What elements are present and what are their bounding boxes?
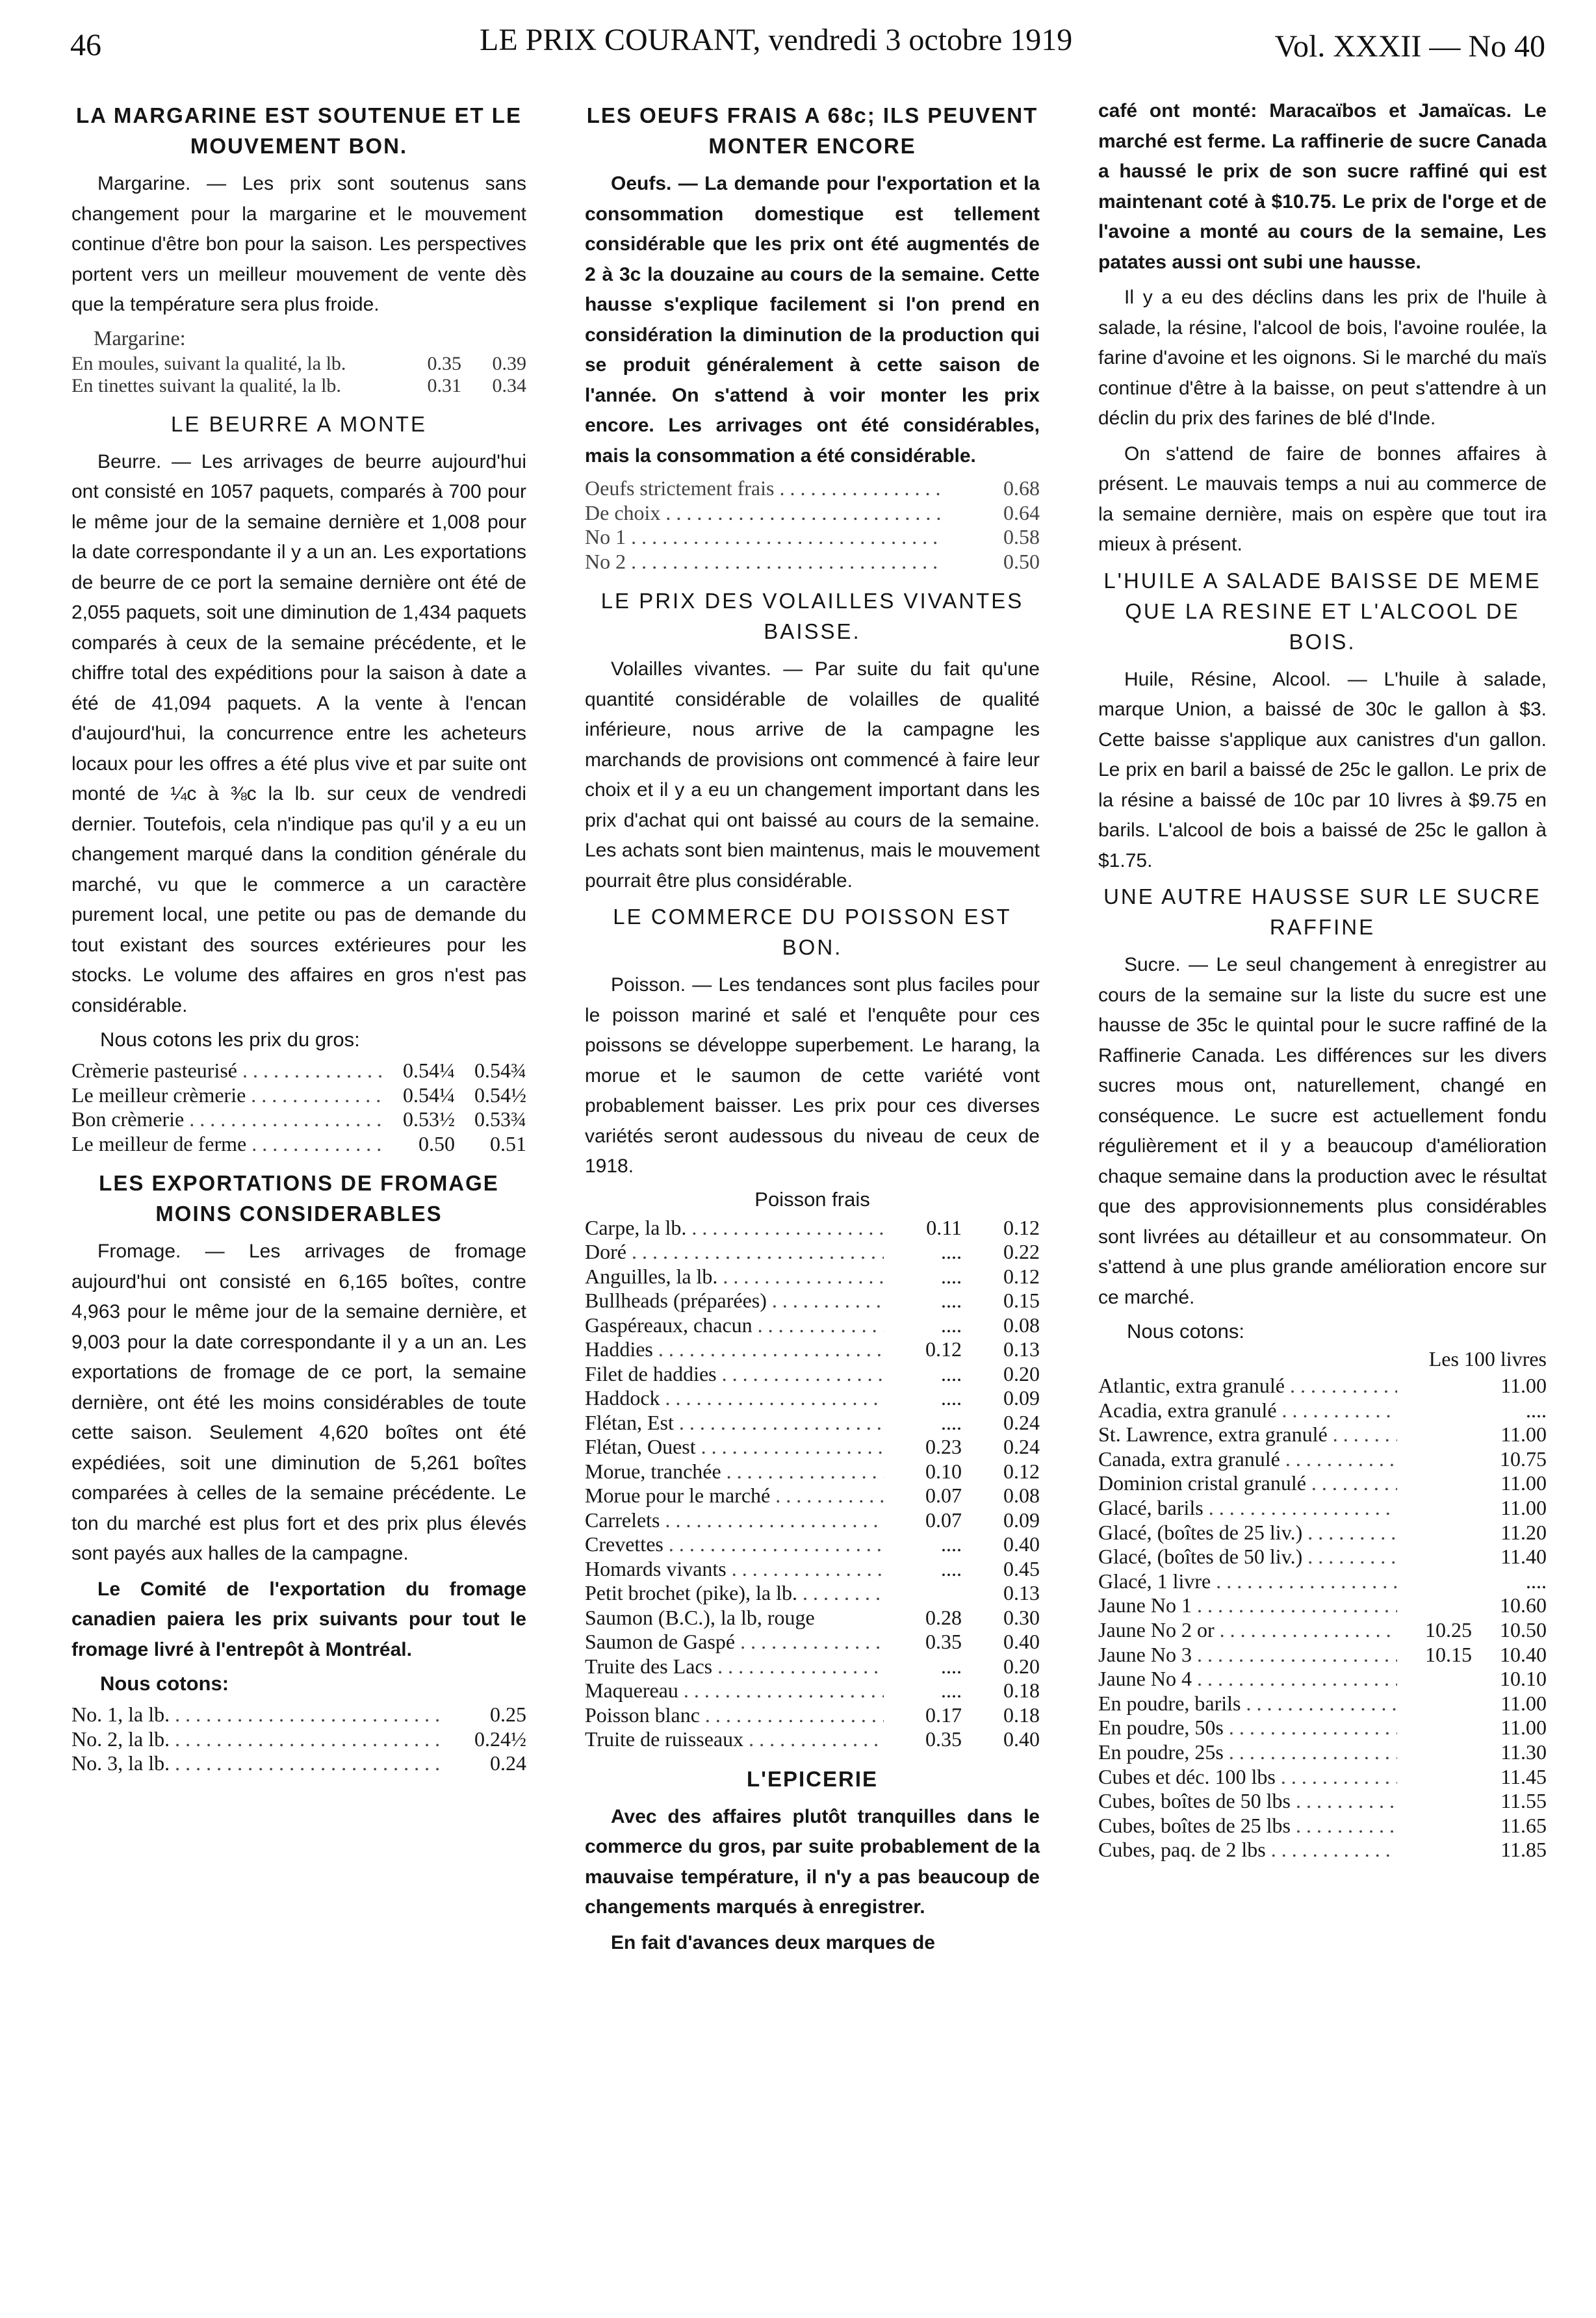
table-row: Petit brochet (pike), la lb. . . . 0.13: [585, 1581, 1040, 1606]
paragraph-beurre: Beurre. — Les arrivages de beurre aujourd'hui ont consisté en 1057 paquets, comparés à 700 pour le même jour de la semaine dernière et 1,008 pour la date correspondante il y a un an. Les exportations de beurre de ce port la semaine dernière ont été de 2,055 paquets, soit une diminution de 1,434 paquets comparés à ceux de la semaine précédente, et le chiffre total des expéditions pour la saison à date a été de 41,094 paquets. A la vente à l'encan d'aujourd'hui, la concurrence entre les acheteurs locaux pour les offres a été plus vive et par suite ont monté de ¼c à ⅜c la lb. sur ceux de vendredi dernier. Toutefois, cela n'indique pas qu'il y a eu un changement marqué dans la condition générale du marché, vu que le commerce a un caractère purement local, une petite ou pas de demande du tout existant des sources extérieures pour les stocks. Le volume des affaires en gros n'est pas considérable.: [71, 450, 526, 1016]
beurre-table: [71, 1059, 526, 1156]
table-row: No 2 . . . 0.50: [585, 550, 1040, 574]
fromage-label: Nous cotons:: [100, 1672, 229, 1695]
paragraph-margarine: Margarine. — Les prix sont soutenus sans changement pour la margarine et le mouvement continue d'être bon pour la saison. Les perspectives portent vers un meilleur mouvement de vente dès que la température sera plus froide.: [71, 173, 526, 315]
table-row: Anguilles, la lb. . . . .... 0.12: [585, 1265, 1040, 1289]
table-row: Jaune No 2 or . . . 10.25 10.50: [1098, 1618, 1547, 1643]
table-row: Cubes, boîtes de 25 lbs . . . 11.65: [1098, 1814, 1547, 1838]
sucre-table: [1098, 1374, 1547, 1862]
table-row: Bullheads (préparées) . . . .... 0.15: [585, 1289, 1040, 1313]
table-row: Bon crèmerie . . . 0.53½ 0.53¾: [71, 1107, 526, 1132]
beurre-label: Nous cotons les prix du gros:: [100, 1028, 360, 1051]
table-row: No. 3, la lb. . . . 0.24: [71, 1751, 526, 1776]
table-row: Oeufs strictement frais . . . 0.68: [585, 476, 1040, 501]
paragraph-sucre: Sucre. — Le seul changement à enregistrer au cours de la semaine sur la liste du sucre est une hausse de 35c le quintal pour le sucre raffiné de la Raffinerie Canada. Les différences sur les divers sucres mous ont, naturellement, changé en conséquence. Le sucre est actuellement fondu régulièrement et il y a beaucoup d'amélioration chaque semaine dans la production avec le résultat que des approvisionnements plus considérables sont livrées au détailleur et au consommateur. On s'attend à une plus grande amélioration encore sur ce marché.: [1098, 954, 1547, 1308]
table-row: Acadia, extra granulé . . . ....: [1098, 1398, 1547, 1423]
paragraph-poisson: Poisson. — Les tendances sont plus faciles pour le poisson mariné et salé et l'enquête pour ces poissons se développe superbement. Le harang, la morue et le saumon de cette variété vont probablement baisser. Les prix pour ces diverses variétés seront audessous du niveau de ceux de 1918.: [585, 974, 1040, 1177]
margarine-table: [71, 353, 526, 397]
table-row: Le meilleur de ferme . . . 0.50 0.51: [71, 1132, 526, 1157]
table-row: Haddock . . . .... 0.09: [585, 1386, 1040, 1411]
table-row: No 1 . . . 0.58: [585, 525, 1040, 550]
table-row: Saumon (B.C.), la lb, rouge 0.28 0.30: [585, 1605, 1040, 1629]
table-row: De choix . . . 0.64: [585, 501, 1040, 526]
sucre-label: Nous cotons:: [1127, 1320, 1244, 1343]
sucre-unit: Les 100 livres: [1428, 1347, 1547, 1371]
table-row: Jaune No 4 . . . 10.10: [1098, 1667, 1547, 1692]
table-row: St. Lawrence, extra granulé . . . 11.00: [1098, 1423, 1547, 1447]
paragraph-cafe: café ont monté: Maracaïbos et Jamaïcas. Le marché est ferme. La raffinerie de sucre Canada a haussé le prix de son sucre raffiné qui est maintenant coté à $10.75. Le prix de l'orge et de l'avoine a monté au cours de la semaine, Les patates aussi ont subi une hausse.: [1098, 100, 1547, 273]
heading-epicerie: L'EPICERIE: [746, 1766, 879, 1791]
table-row: Flétan, Est . . . .... 0.24: [585, 1411, 1040, 1436]
paragraph-huile: Huile, Résine, Alcool. — L'huile à salade, marque Union, a baissé de 30c le gallon à $3. Cette baisse s'applique aux canistres d'un gallon. Le prix en baril a baissé de 25c le gallon. Le prix de la résine a baissé de 10c par 10 livres à $9.75 en barils. L'alcool de bois a baissé de 25c le gallon à $1.75.: [1098, 668, 1547, 871]
table-row: Canada, extra granulé . . . 10.75: [1098, 1447, 1547, 1472]
table-row: En tinettes suivant la qualité, la lb. 0.31 0.34: [71, 374, 526, 396]
table-row: En poudre, barils . . . 11.00: [1098, 1692, 1547, 1716]
table-row: Filet de haddies . . . .... 0.20: [585, 1362, 1040, 1387]
table-row: Morue, tranchée . . . 0.10 0.12: [585, 1460, 1040, 1484]
table-row: Carpe, la lb. . . . 0.11 0.12: [585, 1216, 1040, 1241]
table-row: Poisson blanc . . . 0.17 0.18: [585, 1703, 1040, 1728]
heading-beurre: LE BEURRE A MONTE: [171, 411, 427, 436]
table-row: Cubes et déc. 100 lbs . . . 11.45: [1098, 1765, 1547, 1790]
paragraph-fromage: Fromage. — Les arrivages de fromage aujourd'hui ont consisté en 6,165 boîtes, contre 4,963 pour le même jour de la semaine dernière, et 9,003 pour la date correspondante il y a un an. Les exportations de fromage de ce port, la semaine dernière, ont été les moins considérables de toute cette saison. Seulement 4,620 boîtes ont été expédiées, soit une diminution de 5,261 boîtes comparées à celles de la semaine précédente. Le ton du marché est plus fort et des prix plus élevés sont payés aux halles de la campagne.: [71, 1241, 526, 1564]
heading-huile: L'HUILE A SALADE BAISSE DE MEME QUE LA RESINE ET L'ALCOOL DE BOIS.: [1103, 568, 1541, 654]
table-row: Saumon de Gaspé . . . 0.35 0.40: [585, 1630, 1040, 1655]
page-header: [70, 22, 1545, 74]
heading-volailles: LE PRIX DES VOLAILLES VIVANTES BAISSE.: [600, 589, 1024, 643]
table-row: Glacé, 1 livre . . . ....: [1098, 1569, 1547, 1594]
heading-poisson: LE COMMERCE DU POISSON EST BON.: [613, 905, 1012, 959]
column-1: [71, 96, 526, 1788]
table-row: Crevettes . . . .... 0.40: [585, 1532, 1040, 1557]
table-row: Morue pour le marché . . . 0.07 0.08: [585, 1484, 1040, 1508]
table-row: Doré . . . .... 0.22: [585, 1240, 1040, 1265]
table-row: Jaune No 3 . . . 10.15 10.40: [1098, 1643, 1547, 1668]
margarine-label: Margarine:: [94, 326, 186, 350]
table-row: Glacé, (boîtes de 25 liv.) . . . 11.20: [1098, 1521, 1547, 1545]
publication-title: LE PRIX COURANT, vendredi 3 octobre 1919: [480, 23, 1073, 57]
table-row: Cubes, paq. de 2 lbs . . . 11.85: [1098, 1838, 1547, 1862]
fromage-table: [71, 1703, 526, 1776]
table-row: Glacé, (boîtes de 50 liv.) . . . 11.40: [1098, 1545, 1547, 1569]
table-row: Flétan, Ouest . . . 0.23 0.24: [585, 1435, 1040, 1460]
table-row: Atlantic, extra granulé . . . 11.00: [1098, 1374, 1547, 1398]
oeufs-table: [585, 476, 1040, 574]
paragraph-volailles: Volailles vivantes. — Par suite du fait qu'une quantité considérable de volailles de qualité inférieure, nous arrive de la campagne les marchands de provisions ont commencé à faire leur choix et il y a eu un changement important dans les prix d'achat qui ont baissé au cours de la semaine. Les achats sont bien maintenus, mais le mouvement pourrait être plus considérable.: [585, 658, 1040, 892]
heading-sucre: UNE AUTRE HAUSSE SUR LE SUCRE RAFFINE: [1103, 884, 1541, 939]
table-row: Maquereau . . . .... 0.18: [585, 1679, 1040, 1703]
paragraph-avances: En fait d'avances deux marques de: [611, 1931, 935, 1953]
paragraph-declins: Il y a eu des déclins dans les prix de l'huile à salade, la résine, l'alcool de bois, l'avoine roulée, la farine d'avoine et les oignons. Si le marché du maïs continue d'être à la baisse, on peut s'attendre à un déclin du prix des farines de blé d'Inde.: [1098, 287, 1547, 429]
paragraph-comite: Le Comité de l'exportation du fromage canadien paiera les prix suivants pour tout le fromage livré à l'entrepôt à Montréal.: [71, 1578, 526, 1660]
table-row: Glacé, barils . . . 11.00: [1098, 1496, 1547, 1521]
table-row: En poudre, 50s . . . 11.00: [1098, 1716, 1547, 1740]
paragraph-affaires: On s'attend de faire de bonnes affaires à présent. Le mauvais temps a nui au commerce de la semaine dernière, mais on espère que tout ira mieux à présent.: [1098, 443, 1547, 555]
table-row: Jaune No 1 . . . 10.60: [1098, 1593, 1547, 1618]
heading-oeufs: LES OEUFS FRAIS A 68c; ILS PEUVENT MONTER ENCORE: [586, 103, 1038, 158]
table-row: Cubes, boîtes de 50 lbs . . . 11.55: [1098, 1789, 1547, 1814]
table-row: Haddies . . . 0.12 0.13: [585, 1337, 1040, 1362]
paragraph-oeufs: Oeufs. — La demande pour l'exportation et la consommation domestique est tellement considérable que les prix ont été augmentés de 2 à 3c la douzaine au cours de la semaine. Cette hausse s'explique facilement si l'on prend en considération la diminution de la production qui se produit généralement à cette saison de l'année. On s'attend à voir monter les prix encore. Les arrivages ont été considérables, mais la consommation a été considérable.: [585, 173, 1040, 467]
table-row: Truite des Lacs . . . .... 0.20: [585, 1655, 1040, 1679]
column-2: [585, 96, 1040, 1963]
table-row: Crèmerie pasteurisé . . . 0.54¼ 0.54¾: [71, 1059, 526, 1083]
volume-number: Vol. XXXII — No 40: [1274, 29, 1545, 64]
table-row: En moules, suivant la qualité, la lb. 0.35 0.39: [71, 352, 526, 374]
table-row: Dominion cristal granulé . . . 11.00: [1098, 1471, 1547, 1496]
table-row: En poudre, 25s . . . 11.30: [1098, 1740, 1547, 1765]
column-3: [1098, 96, 1547, 1874]
table-row: Le meilleur crèmerie . . . 0.54¼ 0.54½: [71, 1083, 526, 1108]
table-row: Carrelets . . . 0.07 0.09: [585, 1508, 1040, 1533]
heading-fromage: LES EXPORTATIONS DE FROMAGE MOINS CONSIDERABLES: [99, 1171, 499, 1226]
table-row: Truite de ruisseaux . . . 0.35 0.40: [585, 1727, 1040, 1752]
poisson-label: Poisson frais: [754, 1187, 870, 1211]
poisson-table: [585, 1216, 1040, 1752]
table-row: No. 2, la lb. . . . 0.24½: [71, 1727, 526, 1752]
table-row: No. 1, la lb. . . . 0.25: [71, 1703, 526, 1727]
heading-margarine: LA MARGARINE EST SOUTENUE ET LE MOUVEMENT BON.: [76, 103, 522, 158]
table-row: Gaspéreaux, chacun . . . .... 0.08: [585, 1313, 1040, 1338]
paragraph-epicerie: Avec des affaires plutôt tranquilles dans le commerce du gros, par suite probablement de la mauvaise température, il n'y a pas beaucoup de changements marqués à enregistrer.: [585, 1805, 1040, 1918]
page-number: 46: [70, 28, 101, 62]
table-row: Homards vivants . . . .... 0.45: [585, 1557, 1040, 1582]
